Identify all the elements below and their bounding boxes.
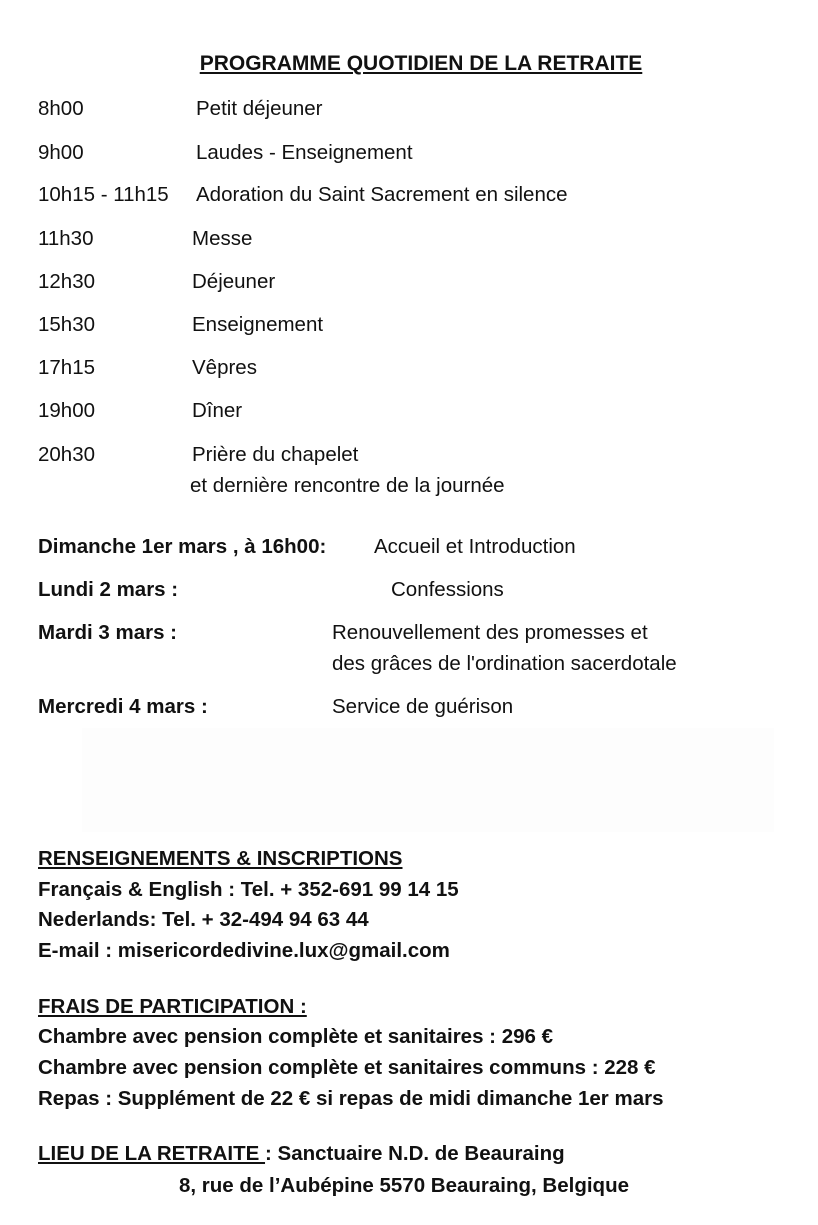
day-event-continued: des grâces de l'ordination sacerdotale — [332, 652, 677, 675]
location-line — [38, 1142, 565, 1166]
day-event: Renouvellement des promesses et — [332, 621, 648, 644]
schedule-activity: Petit déjeuner — [196, 97, 323, 120]
schedule-time: 8h00 — [38, 97, 84, 120]
location-address: 8, rue de l’Aubépine 5570 Beauraing, Belgique — [179, 1174, 629, 1197]
schedule-activity: Vêpres — [192, 356, 257, 379]
blank-area — [82, 728, 774, 832]
schedule-time: 15h30 — [38, 313, 96, 336]
contact-email: E-mail : misericordedivine.lux@gmail.com — [38, 939, 450, 962]
schedule-activity: Laudes - Enseignement — [196, 141, 413, 164]
schedule-time: 9h00 — [38, 141, 84, 164]
schedule-time: 17h15 — [38, 356, 96, 379]
day-label: Dimanche 1er mars , à 16h00: — [38, 535, 327, 558]
day-event: Accueil et Introduction — [374, 535, 576, 558]
schedule-activity: Enseignement — [192, 313, 324, 336]
fees-heading: FRAIS DE PARTICIPATION : — [38, 995, 307, 1018]
day-event: Service de guérison — [332, 695, 514, 718]
schedule-activity: Messe — [192, 227, 253, 250]
day-label: Mercredi 4 mars : — [38, 695, 208, 718]
contact-heading: RENSEIGNEMENTS & INSCRIPTIONS — [38, 847, 403, 870]
schedule-activity-continued: et dernière rencontre de la journée — [190, 474, 505, 497]
schedule-time: 20h30 — [38, 443, 96, 466]
schedule-activity: Prière du chapelet — [192, 443, 359, 466]
fee-line: Repas : Supplément de 22 € si repas de midi dimanche 1er mars — [38, 1087, 664, 1110]
schedule-time: 19h00 — [38, 399, 96, 422]
schedule-time: 10h15 - 11h15 — [38, 183, 169, 206]
schedule-activity: Déjeuner — [192, 270, 276, 293]
day-event: Confessions — [391, 578, 504, 601]
contact-phone-nl: Nederlands: Tel. + 32-494 94 63 44 — [38, 908, 369, 931]
contact-phone-fr-en: Français & English : Tel. + 352-691 99 14 15 — [38, 878, 459, 901]
day-label: Lundi 2 mars : — [38, 578, 179, 601]
schedule-activity: Dîner — [192, 399, 243, 422]
page-title: PROGRAMME QUOTIDIEN DE LA RETRAITE — [199, 52, 643, 75]
location-name: : Sanctuaire N.D. de Beauraing — [265, 1142, 565, 1165]
schedule-time: 11h30 — [38, 227, 94, 250]
schedule-time: 12h30 — [38, 270, 96, 293]
schedule-activity: Adoration du Saint Sacrement en silence — [196, 183, 568, 206]
day-label: Mardi 3 mars : — [38, 621, 177, 644]
fee-line: Chambre avec pension complète et sanitaires communs : 228 € — [38, 1056, 656, 1079]
location-heading: LIEU DE LA RETRAITE — [38, 1142, 266, 1165]
fee-line: Chambre avec pension complète et sanitaires : 296 € — [38, 1025, 553, 1048]
